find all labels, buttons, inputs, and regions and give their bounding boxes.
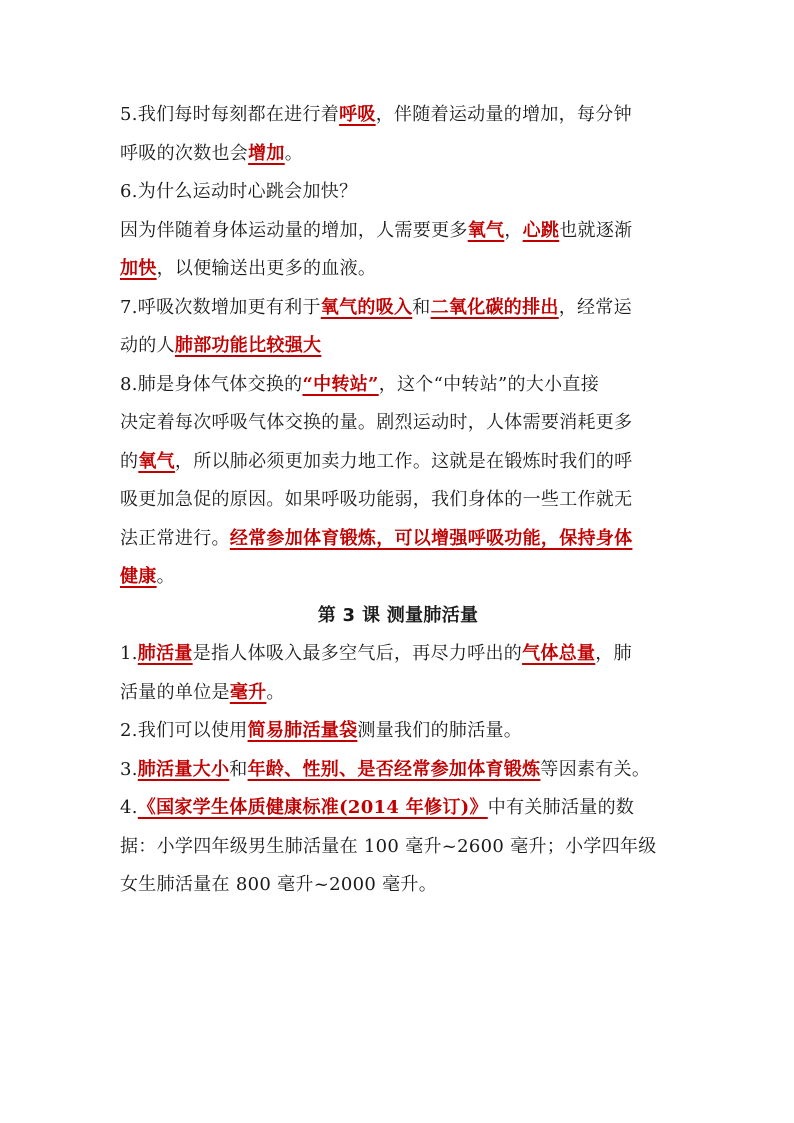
item-5-line-2 [120,135,676,174]
text-run: 是指人体吸入最多空气后，再尽力呼出的 [192,643,523,664]
item-8-line-1 [120,366,676,405]
highlighted-answer: 氧气 [138,450,175,472]
text-run: 中有关肺活量的数 [487,797,635,818]
text-run: 吸更加急促的原因。如果呼吸功能弱，我们身体的一些工作就无 [120,489,633,510]
lesson-3-item-2 [120,712,676,751]
item-7-line-1 [120,289,676,328]
text-run: 8.肺是身体气体交换的 [120,373,303,395]
highlighted-answer: 氧气的吸入 [320,296,413,318]
highlighted-answer: 心跳 [522,219,560,241]
text-run: 5.我们每时每刻都在进行着 [120,104,340,125]
item-6-question [120,173,676,212]
item-8-line-4 [120,481,676,520]
highlighted-answer: 毫升 [229,681,267,703]
lesson-3-title [120,597,676,636]
text-run: 据：小学四年级男生肺活量在 100 毫升~2600 毫升；小学四年级 [120,835,657,857]
highlighted-answer: 肺活量 [137,643,193,664]
item-8-line-3 [120,443,676,482]
text-run: ，这个“中转站”的大小直接 [378,373,600,395]
text-run: 法正常进行。 [120,527,230,549]
text-run: 。 [284,142,304,164]
text-run: ，所以肺必须更加卖力地工作。这就是在锻炼时我们的呼 [174,450,633,472]
highlighted-answer: 健康 [120,566,157,587]
highlighted-answer: 经常参加体育锻炼，可以增强呼吸功能，保持身体 [229,527,633,549]
highlighted-answer: 增加 [248,142,285,164]
highlighted-answer: 肺部功能比较强大 [174,335,322,356]
item-6-answer-line-2 [120,250,676,289]
text-run: 因为伴随着身体运动量的增加，人需要更多 [120,219,468,241]
item-8-line-5 [120,520,676,559]
text-run: 的 [120,450,139,472]
lesson-3-item-4-line-3 [120,866,676,905]
text-run: 动的人 [120,335,175,356]
item-8-line-2 [120,404,676,443]
text-run: 6.为什么运动时心跳会加快？ [120,181,358,202]
text-run: ，以便输送出更多的血液。 [156,258,377,279]
text-run: 女生肺活量在 800 毫升~2000 毫升。 [120,874,438,895]
highlighted-answer: 二氧化碳的排出 [430,296,559,318]
lesson-3-item-1-line-2 [120,674,676,713]
lesson-3-item-4-line-1 [120,789,676,828]
item-6-answer-line-1 [120,212,676,251]
highlighted-answer: 肺活量大小 [137,758,230,780]
text-run: ，经常运 [558,296,632,318]
highlighted-answer: “中转站” [302,373,379,395]
lesson-3-item-3 [120,751,676,790]
highlighted-answer: 气体总量 [522,643,596,664]
text-run: 测量我们的肺活量。 [357,720,523,741]
text-run: 和 [412,296,431,318]
text-run: 也就逐渐 [559,219,633,241]
text-run: 活量的单位是 [120,681,230,703]
item-8-line-6 [120,558,676,597]
highlighted-answer: 简易肺活量袋 [247,720,358,741]
highlighted-answer: 呼吸 [339,104,376,125]
text-run: 决定着每次呼吸气体交换的量。剧烈运动时，人体需要消耗更多 [120,412,633,433]
text-run: 3. [120,758,138,780]
text-run: ，肺 [595,643,632,664]
text-run: 和 [229,758,248,780]
text-run: 呼吸的次数也会 [120,142,249,164]
text-run: 等因素有关。 [540,758,651,780]
text-run: 第 3 课 测量肺活量 [317,604,479,626]
text-run: 。 [156,566,175,587]
highlighted-answer: 加快 [120,258,157,279]
text-run: 4. [120,797,138,818]
text-run: ， [504,219,523,241]
highlighted-answer: 氧气 [467,219,505,241]
text-run: 。 [266,681,285,703]
document-body [120,96,676,905]
highlighted-answer: 《国家学生体质健康标准(2014 年修订)》 [137,797,488,818]
text-run: 2.我们可以使用 [120,720,248,741]
item-7-line-2 [120,327,676,366]
lesson-3-item-4-line-2 [120,828,676,867]
text-run: 7.呼吸次数增加更有利于 [120,296,321,318]
item-5-line-1 [120,96,676,135]
highlighted-answer: 年龄、性别、是否经常参加体育锻炼 [247,758,541,780]
lesson-3-item-1-line-1 [120,635,676,674]
text-run: ，伴随着运动量的增加，每分钟 [375,104,632,125]
text-run: 1. [120,643,138,664]
